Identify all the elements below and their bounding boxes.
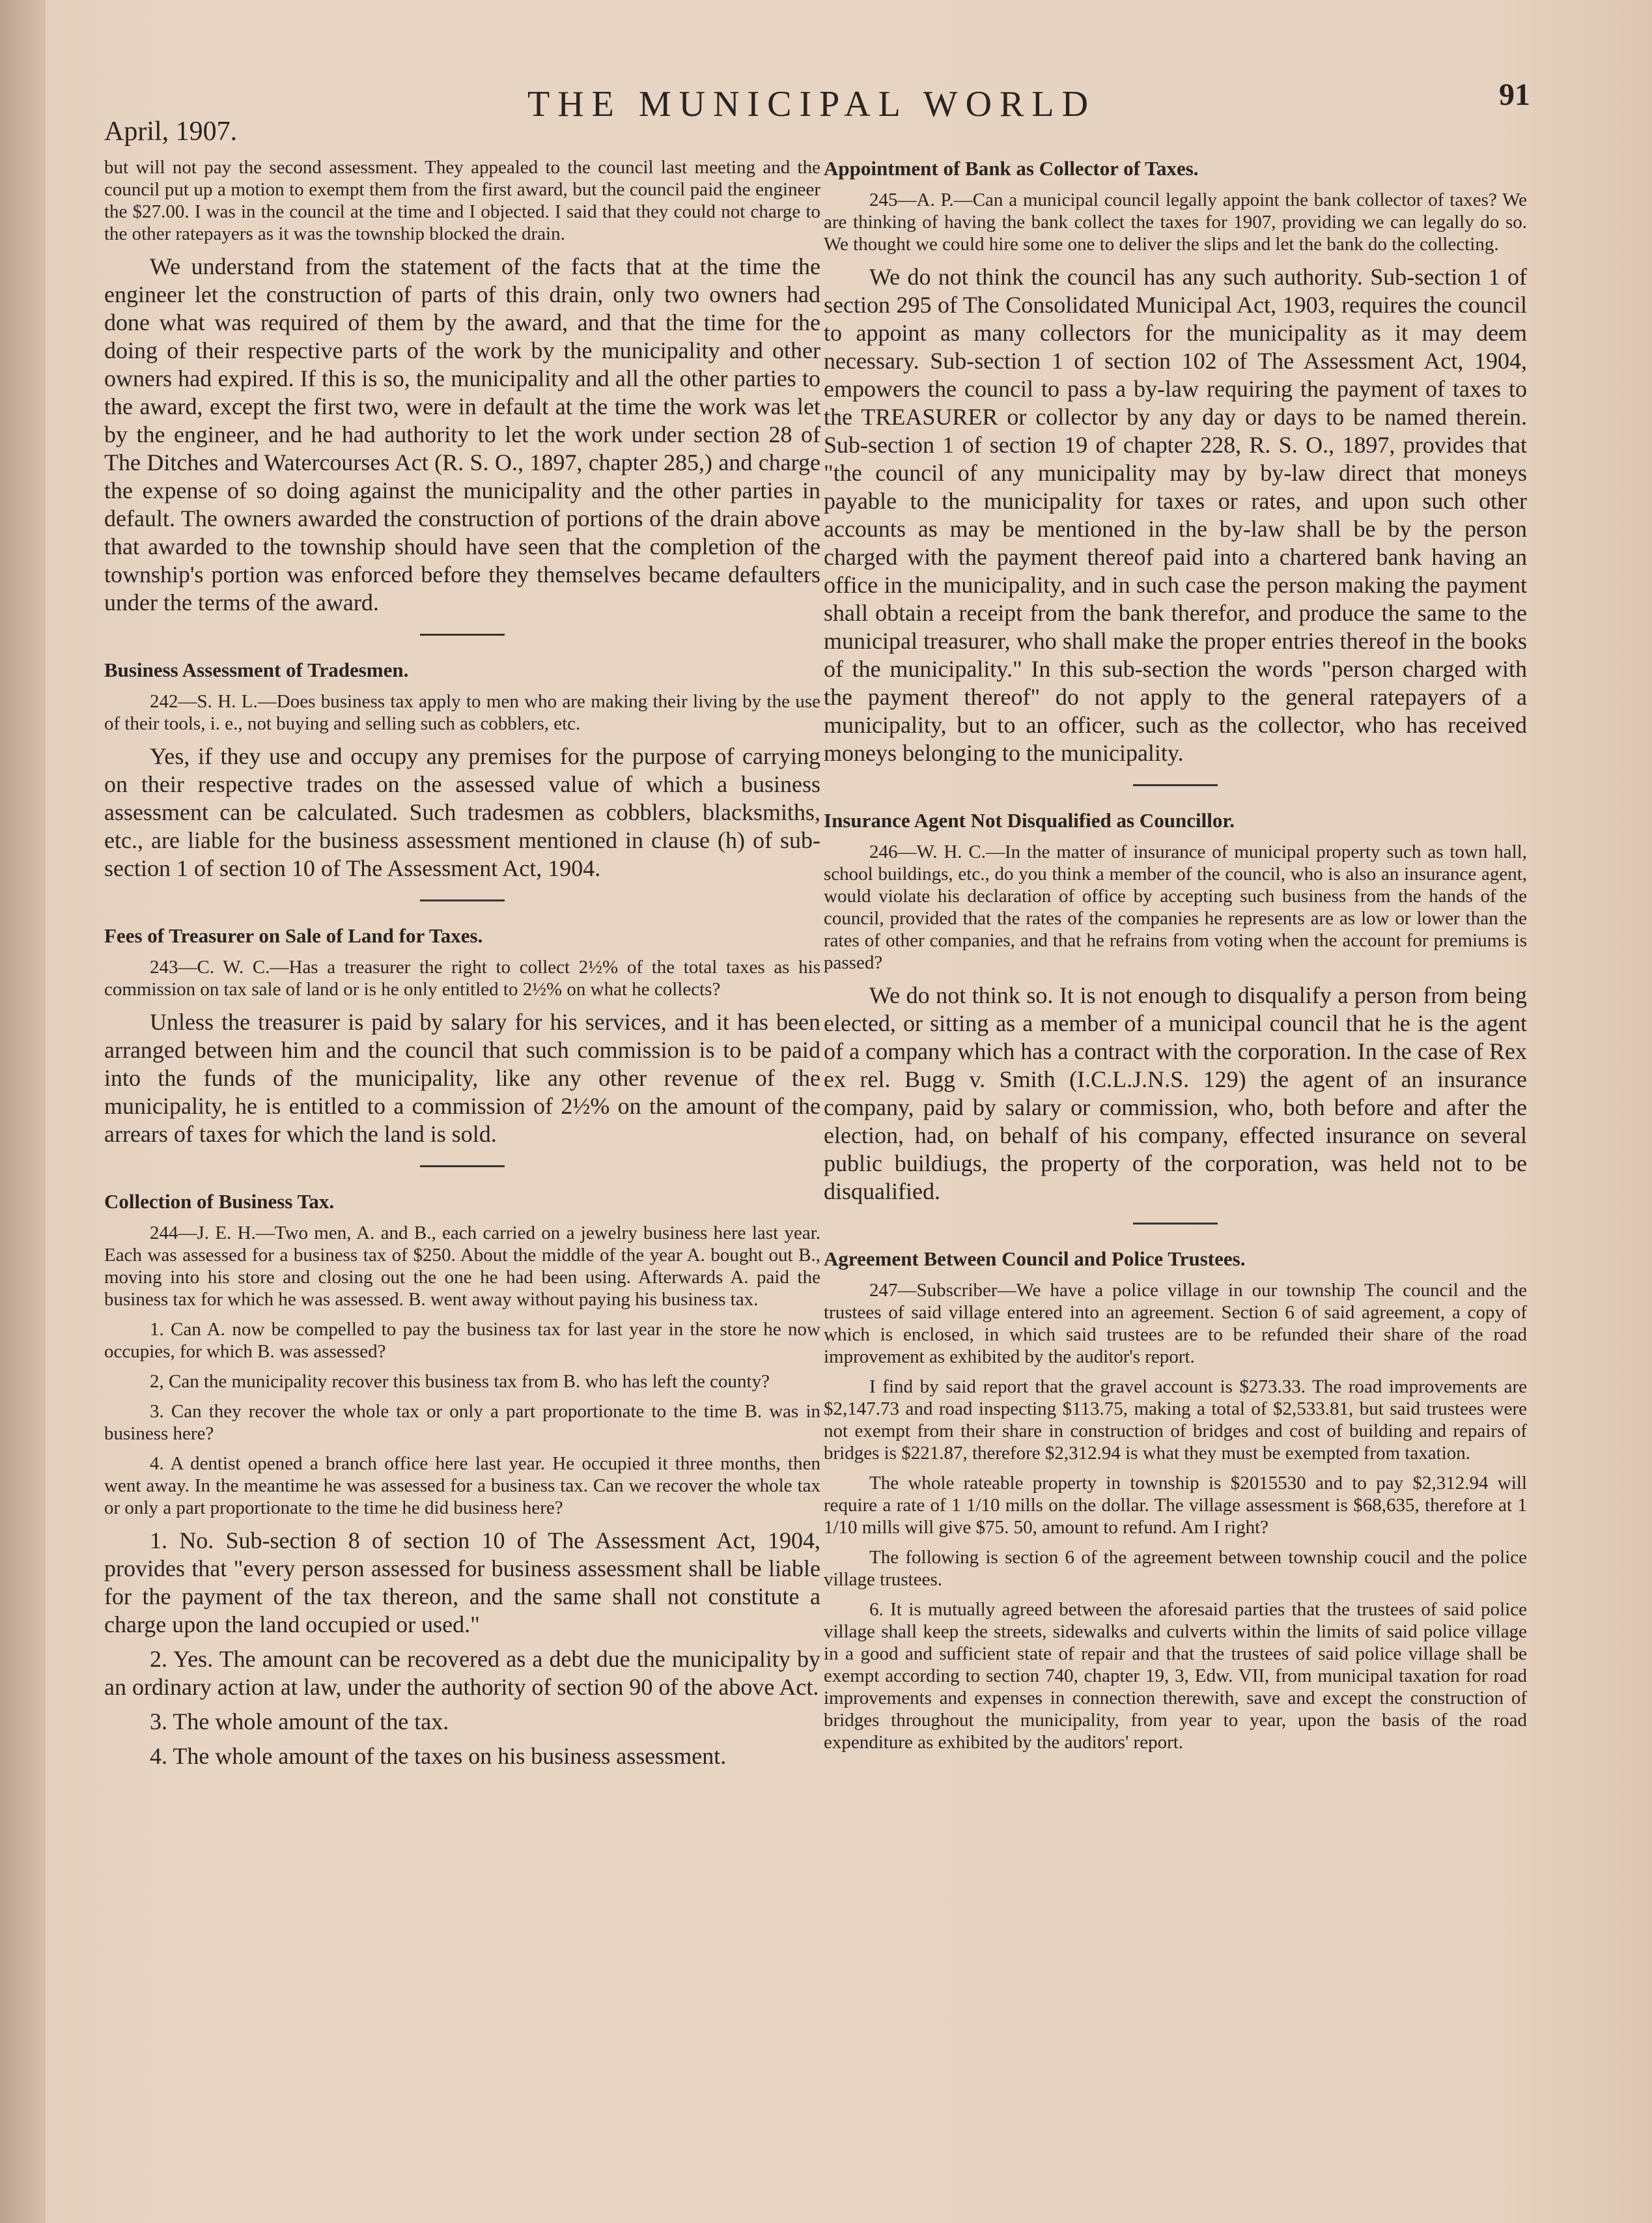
header-title: THE MUNICIPAL WORLD xyxy=(527,84,1097,124)
question-247-figures: I find by said report that the gravel account is $273.33. The road improvements are $2,147.73 and road inspecting $113.75, making a total of $2,533.81, but said trustees were not exempt from their share in construction of bridges and cost of building and repairs of bridges is $221.87, therefore $2,312.94 is what they must be exempted from taxation. xyxy=(824,1376,1527,1464)
page-header xyxy=(104,77,1530,149)
section-divider xyxy=(420,634,505,636)
section-divider xyxy=(1133,1223,1218,1225)
answer-245: We do not think the council has any such authority. Sub-section 1 of section 295 of The Consolidated Municipal Act, 1903, requires the council to appoint as many collectors for the municipality as it may deem necessary. Sub-section 1 of section 102 of The Assessment Act, 1904, empowers the council to pass a by-law requiring the payment of taxes to the TREASURER or collector by any day or days to be named therein. Sub-section 1 of section 19 of chapter 228, R. S. O., 1897, provides that "the council of any municipality may by by-law direct that moneys payable to the municipality for taxes or rates, and upon such other accounts as may be mentioned in the by-law shall be by the person charged with the payment thereof paid into a chartered bank having an office in the municipality, and in such case the person making the payment shall obtain a receipt from the bank therefor, and produce the same to the municipal treasurer, who shall make the proper entries thereof in the books of the municipality." In this sub-section the words "person charged with the payment thereof" do not apply to the general ratepayers of a municipality, but to an officer, such as the collector, who has received moneys belonging to the municipality. xyxy=(824,264,1527,766)
answer-244-4: 4. The whole amount of the taxes on his business assessment. xyxy=(150,1743,727,1769)
right-column xyxy=(824,156,1527,1761)
question-247-section-6: 6. It is mutually agreed between the aforesaid parties that the trustees of said police village shall keep the streets, sidewalks and culverts within the limits of said police village in a good and sufficient state of repair and that the trustees of said police village shall be exempt according to section 740, chapter 19, 3, Edw. VII, from municipal taxation for road improvements and expenses in connection therewith, save and except the construction of bridges throughout the municipality, from year to year, upon the basis of the road expenditure as exhibited by the auditors' report. xyxy=(824,1599,1527,1753)
question-continued: but will not pay the second assessment. They appealed to the council last meeting and the council put up a motion to exempt them from the first award, but the council paid the engineer the $27.00. I was in the council at the time and I objected. I said that they could not charge to the other ratepayers as it was the township blocked the drain. xyxy=(104,157,820,244)
left-column xyxy=(104,156,820,1777)
section-divider xyxy=(420,899,505,901)
heading-245: Appointment of Bank as Collector of Taxes. xyxy=(824,157,1199,180)
question-244-1: 1. Can A. now be compelled to pay the business tax for last year in the store he now occupies, for which B. was assessed? xyxy=(104,1319,820,1362)
header-page-number: 91 xyxy=(1499,78,1530,112)
answer-243: Unless the treasurer is paid by salary for his services, and it has been arranged between him and the council that such commission is to be paid into the funds of the municipality, like any other revenue of the municipality, he is entitled to a commission of 2½% on the amount of the arrears of taxes for which the land is sold. xyxy=(104,1009,820,1147)
heading-243: Fees of Treasurer on Sale of Land for Taxes. xyxy=(104,924,483,947)
question-242: 242—S. H. L.—Does business tax apply to men who are making their living by the use of their tools, i. e., not buying and selling such as cobblers, etc. xyxy=(104,691,820,734)
heading-247: Agreement Between Council and Police Trustees. xyxy=(824,1247,1246,1270)
question-246: 246—W. H. C.—In the matter of insurance of municipal property such as town hall, school buildings, etc., do you think a member of the council, who is also an insurance agent, would violate his declaration of office by accepting such business from the hands of the council, provided that the rates of the companies he represents are as low or lower than the rates of other companies, and that he refrains from voting when the account for premiums is passed? xyxy=(824,842,1527,973)
answer-244-3: 3. The whole amount of the tax. xyxy=(150,1708,449,1735)
answer-246: We do not think so. It is not enough to disqualify a person from being elected, or sitting as a member of a municipal council that he is the agent of a company which has a contract with the corporation. In the case of Rex ex rel. Bugg v. Smith (I.C.L.J.N.S. 129) the agent of an insurance company, paid by salary or commission, who, both before and after the election, had, on behalf of his company, effected insurance on several public buildiugs, the property of the corporation, was held not to be disqualified. xyxy=(824,982,1527,1204)
question-244-3: 3. Can they recover the whole tax or only a part proportionate to the time B. was in business here? xyxy=(104,1401,820,1444)
question-247-rate: The whole rateable property in township is $2015530 and to pay $2,312.94 will require a rate of 1 1/10 mills on the dollar. The village assessment is $68,635, therefore at 1 1/10 mills will give $75. 50, amount to refund. Am I right? xyxy=(824,1473,1527,1538)
answer-242: Yes, if they use and occupy any premises for the purpose of carrying on their respective trades on the assessed value of which a business assessment can be calculated. Such tradesmen as cobblers, blacksmiths, etc., are liable for the business assessment mentioned in clause (h) of sub-section 1 of section 10 of The Assessment Act, 1904. xyxy=(104,743,820,881)
question-244-2: 2, Can the municipality recover this business tax from B. who has left the county? xyxy=(150,1371,770,1392)
question-247-section-intro: The following is section 6 of the agreement between township coucil and the police village trustees. xyxy=(824,1547,1527,1590)
heading-246: Insurance Agent Not Disqualified as Councillor. xyxy=(824,809,1235,832)
question-244-4: 4. A dentist opened a branch office here last year. He occupied it three months, then went away. In the meantime he was assessed for a business tax. Can we recover the whole tax or only a part proportionate to the time he did business here? xyxy=(104,1453,820,1518)
section-divider xyxy=(420,1165,505,1167)
answer-244-2: 2. Yes. The amount can be recovered as a debt due the municipality by an ordinary action at law, under the authority of section 90 of the above Act. xyxy=(104,1646,820,1700)
heading-242: Business Assessment of Tradesmen. xyxy=(104,658,409,681)
question-247-intro: 247—Subscriber—We have a police village in our township The council and the trustees of said village entered into an agreement. Section 6 of said agreement, a copy of which is enclosed, in which said trustees are to be refunded their share of the road improvement as exhibited by the auditor's report. xyxy=(824,1280,1527,1367)
binding-spine xyxy=(0,0,46,2223)
answer-241: We understand from the statement of the facts that at the time the engineer let the construction of parts of this drain, only two owners had done what was required of them by the award, and that the time for the doing of their respective parts of the work by the municipality and other owners had expired. If this is so, the municipality and all the other parties to the award, except the first two, were in default at the time the work was let by the engineer, and he had authority to let the work under section 28 of The Ditches and Watercourses Act (R. S. O., 1897, chapter 285,) and charge the expense of so doing against the municipality and the other parties in default. The owners awarded the construction of portions of the drain above that awarded to the township should have seen that the completion of the township's portion was enforced before they themselves became defaulters under the terms of the award. xyxy=(104,253,820,616)
header-date: April, 1907. xyxy=(104,117,238,147)
answer-244-1: 1. No. Sub-section 8 of section 10 of The Assessment Act, 1904, provides that "every person assessed for business assessment shall be liable for the payment of the tax thereon, and the same shall not constitute a charge upon the land occupied or used." xyxy=(104,1527,820,1637)
question-243: 243—C. W. C.—Has a treasurer the right to collect 2½% of the total taxes as his commission on tax sale of land or is he only entitled to 2½% on what he collects? xyxy=(104,957,820,1000)
question-245: 245—A. P.—Can a municipal council legally appoint the bank collector of taxes? We are thinking of having the bank collect the taxes for 1907, providing we can legally do so. We thought we could hire some one to deliver the slips and let the bank do the collecting. xyxy=(824,190,1527,255)
heading-244: Collection of Business Tax. xyxy=(104,1190,335,1213)
question-244: 244—J. E. H.—Two men, A. and B., each carried on a jewelry business here last year. Each was assessed for a business tax of $250. About the middle of the year A. bought out B., moving into his store and closing out the one he had been using. Afterwards A. paid the business tax for which he was assessed. B. went away without paying his business tax. xyxy=(104,1223,820,1310)
section-divider xyxy=(1133,784,1218,786)
